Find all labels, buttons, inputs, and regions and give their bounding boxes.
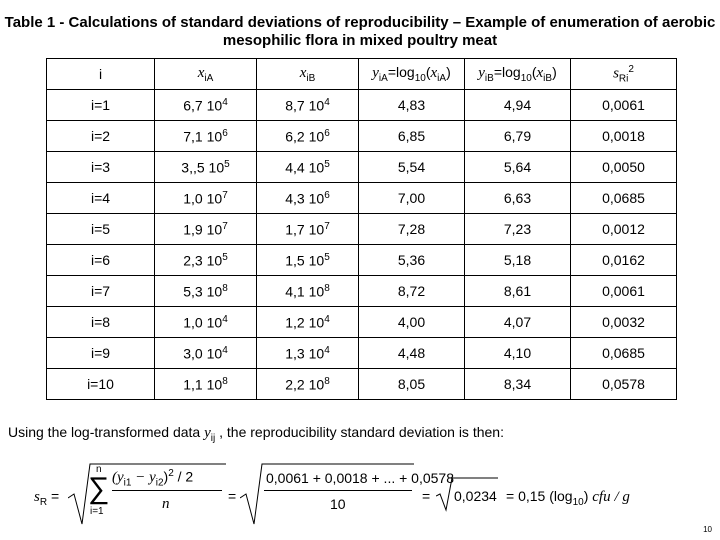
cell-xiB: 1,3 $10^4$ bbox=[257, 338, 359, 369]
reproducibility-formula bbox=[34, 462, 674, 526]
equals-2: = bbox=[228, 488, 237, 504]
table-row bbox=[47, 183, 677, 214]
cell-xiB: 6,2 $10^6$ bbox=[257, 121, 359, 152]
calculation-table bbox=[46, 58, 677, 400]
cell-yiB: 5,64 bbox=[465, 152, 571, 183]
title-line-1: Table 1 - Calculations of standard deviations of reproducibility – Example of enumeration of aerobic bbox=[4, 14, 716, 31]
title-line-2: mesophilic flora in mixed poultry meat bbox=[222, 32, 498, 49]
fraction-bar-1 bbox=[112, 490, 222, 491]
cell-i: i=9 bbox=[47, 338, 155, 369]
formula-s-R: $s_R$ = bbox=[34, 488, 60, 508]
sigma-symbol: ∑ bbox=[88, 472, 110, 505]
cell-yiA: 8,05 bbox=[359, 369, 465, 400]
cell-yiA: 7,28 bbox=[359, 214, 465, 245]
cell-i: i=2 bbox=[47, 121, 155, 152]
cell-xiA: 3,0 $10^4$ bbox=[155, 338, 257, 369]
sqrt-value: 0,0234 bbox=[454, 488, 497, 504]
cell-xiA: 1,9 $10^7$ bbox=[155, 214, 257, 245]
table-body bbox=[47, 90, 677, 400]
cell-sRi: 0,0018 bbox=[571, 121, 677, 152]
cell-yiA: 5,54 bbox=[359, 152, 465, 183]
cell-yiA: 4,48 bbox=[359, 338, 465, 369]
cell-xiB: 1,7 $10^7$ bbox=[257, 214, 359, 245]
cell-sRi: 0,0685 bbox=[571, 338, 677, 369]
cell-yiB: 6,79 bbox=[465, 121, 571, 152]
cell-yiA: 7,00 bbox=[359, 183, 465, 214]
cell-yiB: 8,61 bbox=[465, 276, 571, 307]
cell-xiA: 3,,5 $10^5$ bbox=[155, 152, 257, 183]
table-row bbox=[47, 307, 677, 338]
cell-xiB: 4,1 $10^8$ bbox=[257, 276, 359, 307]
table-row bbox=[47, 276, 677, 307]
cell-xiB: 4,3 $10^6$ bbox=[257, 183, 359, 214]
cell-i: i=3 bbox=[47, 152, 155, 183]
equals-3: = bbox=[422, 488, 431, 504]
cell-xiA: 1,0 $10^7$ bbox=[155, 183, 257, 214]
header-i: i bbox=[47, 59, 155, 90]
table-row bbox=[47, 90, 677, 121]
cell-yiB: 7,23 bbox=[465, 214, 571, 245]
cell-yiB: 4,10 bbox=[465, 338, 571, 369]
cell-yiB: 8,34 bbox=[465, 369, 571, 400]
cell-xiA: 5,3 $10^8$ bbox=[155, 276, 257, 307]
cell-xiA: 7,1 $10^6$ bbox=[155, 121, 257, 152]
cell-sRi: 0,0061 bbox=[571, 90, 677, 121]
formula-result: = 0,15 $(\log_{10})$ cfu / g bbox=[506, 488, 630, 508]
cell-sRi: 0,0032 bbox=[571, 307, 677, 338]
table-row bbox=[47, 338, 677, 369]
table-header-row bbox=[47, 59, 677, 90]
table-row bbox=[47, 245, 677, 276]
formula-denominator-n: n bbox=[162, 496, 170, 512]
header-sRi: $s_{Ri}^2$ bbox=[571, 59, 677, 90]
table-row bbox=[47, 152, 677, 183]
cell-sRi: 0,0050 bbox=[571, 152, 677, 183]
cell-xiA: 1,1 $10^8$ bbox=[155, 369, 257, 400]
cell-yiA: 6,85 bbox=[359, 121, 465, 152]
header-xiB: $x_{iB}$ bbox=[257, 59, 359, 90]
cell-yiB: 5,18 bbox=[465, 245, 571, 276]
header-xiA: $x_{iA}$ bbox=[155, 59, 257, 90]
cell-sRi: 0,0162 bbox=[571, 245, 677, 276]
cell-i: i=5 bbox=[47, 214, 155, 245]
cell-xiB: 8,7 $10^4$ bbox=[257, 90, 359, 121]
cell-yiB: 6,63 bbox=[465, 183, 571, 214]
cell-xiB: 4,4 $10^5$ bbox=[257, 152, 359, 183]
cell-xiB: 1,2 $10^4$ bbox=[257, 307, 359, 338]
table-row bbox=[47, 121, 677, 152]
sum-lower: i=1 bbox=[90, 506, 104, 517]
cell-xiA: 2,3 $10^5$ bbox=[155, 245, 257, 276]
cell-xiA: 1,0 $10^4$ bbox=[155, 307, 257, 338]
cell-sRi: 0,0578 bbox=[571, 369, 677, 400]
cell-sRi: 0,0012 bbox=[571, 214, 677, 245]
fraction-2-denominator: 10 bbox=[330, 496, 346, 512]
sum-upper: n bbox=[96, 464, 102, 475]
cell-sRi: 0,0061 bbox=[571, 276, 677, 307]
cell-yiA: 4,83 bbox=[359, 90, 465, 121]
header-yiA: $y_{iA}=\log_{10}(x_{iA})$ bbox=[359, 59, 465, 90]
explanation-text: Using the log-transformed data $y_{ij}$ , the reproducibility standard deviation is then: bbox=[8, 424, 504, 444]
cell-sRi: 0,0685 bbox=[571, 183, 677, 214]
cell-i: i=8 bbox=[47, 307, 155, 338]
table-row bbox=[47, 214, 677, 245]
cell-i: i=4 bbox=[47, 183, 155, 214]
fraction-2-numerator: 0,0061 + 0,0018 + ... + 0,0578 bbox=[266, 470, 454, 486]
cell-i: i=10 bbox=[47, 369, 155, 400]
cell-yiB: 4,07 bbox=[465, 307, 571, 338]
page-title bbox=[0, 14, 720, 50]
page-number: 10 bbox=[703, 525, 712, 534]
cell-i: i=1 bbox=[47, 90, 155, 121]
table-row bbox=[47, 369, 677, 400]
cell-i: i=6 bbox=[47, 245, 155, 276]
cell-yiB: 4,94 bbox=[465, 90, 571, 121]
cell-xiB: 1,5 $10^5$ bbox=[257, 245, 359, 276]
cell-yiA: 5,36 bbox=[359, 245, 465, 276]
cell-yiA: 4,00 bbox=[359, 307, 465, 338]
cell-i: i=7 bbox=[47, 276, 155, 307]
header-yiB: $y_{iB}=\log_{10}(x_{iB})$ bbox=[465, 59, 571, 90]
formula-numerator: $(y_{i1} - y_{i2})^2 / 2$ bbox=[112, 468, 194, 489]
cell-xiA: 6,7 $10^4$ bbox=[155, 90, 257, 121]
fraction-bar-2 bbox=[264, 490, 412, 491]
cell-yiA: 8,72 bbox=[359, 276, 465, 307]
cell-xiB: 2,2 $10^8$ bbox=[257, 369, 359, 400]
